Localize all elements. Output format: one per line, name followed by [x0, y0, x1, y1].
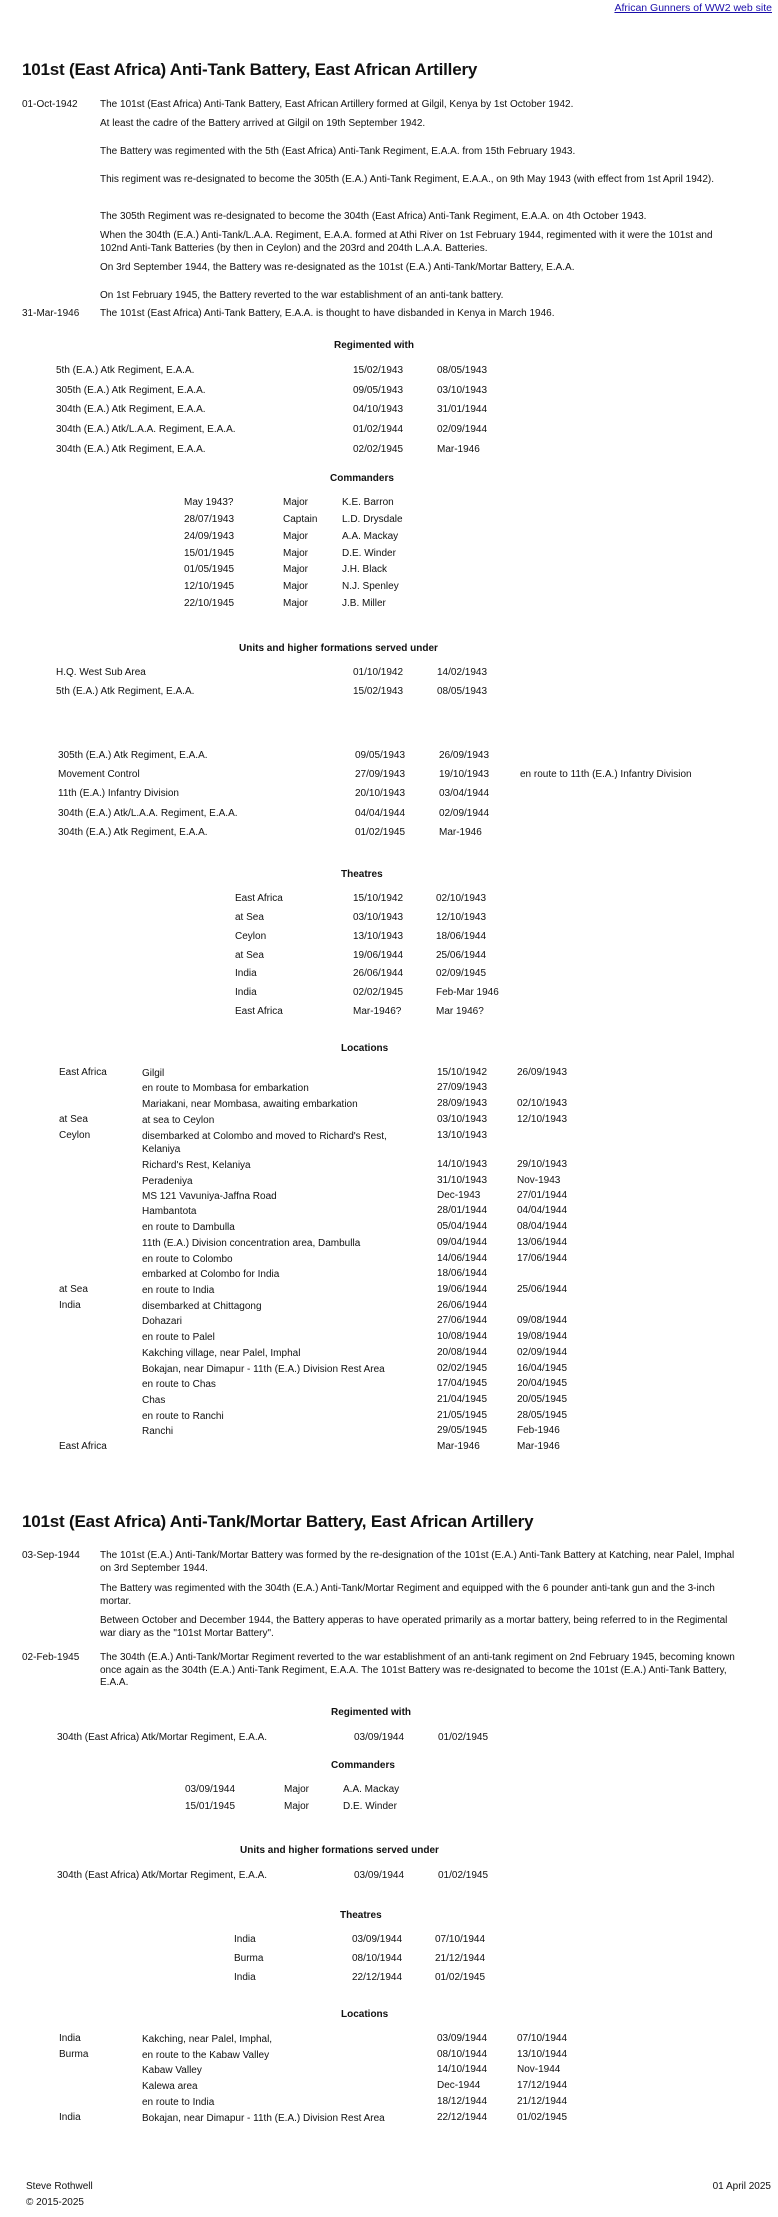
date-to: 02/10/1943 — [517, 1098, 568, 1109]
unit-name: Movement Control — [58, 769, 140, 780]
date-from: 15/10/1942 — [353, 893, 404, 904]
location-place: en route to Ranchi — [142, 1411, 224, 1422]
event-text: The 101st (East Africa) Anti-Tank Battery, E.A.A. is thought to have disbanded in Kenya in March 1946. — [100, 308, 555, 319]
date-from: 20/10/1943 — [355, 788, 406, 799]
date-from: 27/09/1943 — [437, 1082, 488, 1093]
date-from: 18/06/1944 — [437, 1268, 488, 1279]
date-to: 13/10/1944 — [517, 2049, 568, 2060]
footer-updated-date: 01 April 2025 — [712, 2181, 771, 2192]
page-title: 101st (East Africa) Anti-Tank Battery, East African Artillery — [22, 60, 478, 79]
theatre-place: Ceylon — [235, 931, 267, 942]
date-from: 05/04/1944 — [437, 1221, 488, 1232]
commander-name: D.E. Winder — [342, 548, 396, 559]
date-from: 03/10/1943 — [437, 1114, 488, 1125]
date-to: 02/09/1944 — [437, 424, 488, 435]
date-to: 07/10/1944 — [435, 1934, 486, 1945]
date-from: 21/04/1945 — [437, 1394, 488, 1405]
commander-date: 24/09/1943 — [184, 531, 235, 542]
location-place: Kakching, near Palel, Imphal, — [142, 2034, 273, 2045]
location-place: Bokajan, near Dimapur - 11th (E.A.) Division Rest Area — [142, 1364, 385, 1375]
date-to: 07/10/1944 — [517, 2033, 568, 2044]
date-to: Feb-Mar 1946 — [436, 987, 499, 998]
commander-rank: Major — [283, 548, 309, 559]
date-to: Mar-1946 — [517, 1441, 560, 1452]
unit-name: 304th (East Africa) Atk/Mortar Regiment, E.A.A. — [57, 1870, 268, 1881]
footer-author: Steve Rothwell — [26, 2181, 93, 2192]
event-text: The 304th (E.A.) Anti-Tank/Mortar Regiment reverted to the war establishment of an anti-tank regiment on 2nd February 1945, becoming known once again as the 304th (E.A.) Anti-Tank Regiment, E.A.A. The 101st Battery was re-designated to become the 101st (E.A.) Anti-Tank Battery, E.A.A. — [100, 1652, 735, 1688]
location-place: Peradeniya — [142, 1176, 193, 1187]
date-from: 28/01/1944 — [437, 1205, 488, 1216]
location-place: en route to Mombasa for embarkation — [142, 1083, 309, 1094]
commander-name: L.D. Drysdale — [342, 514, 403, 525]
date-to: 02/09/1944 — [517, 1347, 568, 1358]
locations-heading: Locations — [341, 2009, 389, 2020]
location-region: at Sea — [59, 1284, 88, 1295]
location-place: 11th (E.A.) Division concentration area, Dambulla — [142, 1238, 361, 1249]
location-place: Richard's Rest, Kelaniya — [142, 1160, 251, 1171]
commander-rank: Major — [284, 1801, 310, 1812]
date-from: 04/10/1943 — [353, 404, 404, 415]
unit-name: 304th (E.A.) Atk Regiment, E.A.A. — [56, 444, 206, 455]
location-place: Kakching village, near Palel, Imphal — [142, 1348, 301, 1359]
date-to: Mar-1946 — [437, 444, 480, 455]
location-place: en route to the Kabaw Valley — [142, 2050, 270, 2061]
date-from: 13/10/1943 — [437, 1130, 488, 1141]
date-to: 08/05/1943 — [437, 686, 488, 697]
date-to: Mar-1946 — [439, 827, 482, 838]
theatre-place: East Africa — [235, 1006, 283, 1017]
commander-rank: Major — [283, 564, 309, 575]
date-from: 02/02/1945 — [353, 987, 404, 998]
date-to: 12/10/1943 — [436, 912, 487, 923]
date-to: 21/12/1944 — [517, 2096, 568, 2107]
location-place: Bokajan, near Dimapur - 11th (E.A.) Division Rest Area — [142, 2113, 385, 2124]
date-from: 13/10/1943 — [353, 931, 404, 942]
date-to: 25/06/1944 — [517, 1284, 568, 1295]
date-from: 27/09/1943 — [355, 769, 406, 780]
date-from: 02/02/1945 — [437, 1363, 488, 1374]
date-to: 16/04/1945 — [517, 1363, 568, 1374]
location-region: East Africa — [59, 1067, 107, 1078]
date-from: Dec-1944 — [437, 2080, 481, 2091]
date-to: 01/02/1945 — [438, 1870, 489, 1881]
date-to: 19/08/1944 — [517, 1331, 568, 1342]
location-region: India — [59, 2112, 81, 2123]
unit-name: 304th (E.A.) Atk/L.A.A. Regiment, E.A.A. — [56, 424, 236, 435]
date-from: 22/12/1944 — [437, 2112, 488, 2123]
location-place: en route to Chas — [142, 1379, 216, 1390]
commander-name: J.B. Miller — [342, 598, 386, 609]
date-from: 04/04/1944 — [355, 808, 406, 819]
location-place: embarked at Colombo for India — [142, 1269, 280, 1280]
location-place: Chas — [142, 1395, 166, 1406]
location-place: Kalewa area — [142, 2081, 198, 2092]
location-region: Ceylon — [59, 1130, 91, 1141]
event-text: At least the cadre of the Battery arrived at Gilgil on 19th September 1942. — [100, 118, 426, 129]
theatres-heading: Theatres — [341, 869, 383, 880]
date-to: 17/06/1944 — [517, 1253, 568, 1264]
date-from: 14/06/1944 — [437, 1253, 488, 1264]
date-from: 31/10/1943 — [437, 1175, 488, 1186]
date-from: 21/05/1945 — [437, 1410, 488, 1421]
date-to: 09/08/1944 — [517, 1315, 568, 1326]
unit-name: 304th (E.A.) Atk Regiment, E.A.A. — [58, 827, 208, 838]
unit-name: 5th (E.A.) Atk Regiment, E.A.A. — [56, 365, 195, 376]
theatre-place: India — [235, 968, 257, 979]
commander-name: N.J. Spenley — [342, 581, 399, 592]
date-from: 03/10/1943 — [353, 912, 404, 923]
date-to: 01/02/1945 — [438, 1732, 489, 1743]
location-place: en route to Dambulla — [142, 1222, 235, 1233]
theatres-heading: Theatres — [340, 1910, 382, 1921]
theatre-place: at Sea — [235, 912, 264, 923]
event-text: The Battery was regimented with the 5th (East Africa) Anti-Tank Regiment, E.A.A. from 15th February 1943. — [100, 146, 576, 157]
event-date: 03-Sep-1944 — [22, 1550, 80, 1561]
date-from: 26/06/1944 — [353, 968, 404, 979]
site-home-link[interactable]: African Gunners of WW2 web site — [614, 2, 772, 14]
date-from: 01/02/1945 — [355, 827, 406, 838]
event-date: 01-Oct-1942 — [22, 99, 78, 110]
date-to: 25/06/1944 — [436, 950, 487, 961]
date-from: 20/08/1944 — [437, 1347, 488, 1358]
date-to: 08/04/1944 — [517, 1221, 568, 1232]
event-text: The 101st (East Africa) Anti-Tank Battery, East African Artillery formed at Gilgil, Kenya by 1st October 1942. — [100, 99, 574, 110]
date-to: Mar 1946? — [436, 1006, 484, 1017]
unit-name: H.Q. West Sub Area — [56, 667, 146, 678]
commander-date: 15/01/1945 — [184, 548, 235, 559]
date-to: 03/10/1943 — [437, 385, 488, 396]
commander-date: May 1943? — [184, 497, 234, 508]
event-text: When the 304th (E.A.) Anti-Tank/L.A.A. Regiment, E.A.A. formed at Athi River on 1st February 1944, regimented with it were the 101st and 102nd Anti-Tank Batteries (by then in Ceylon) and the 203rd and 204th L.A.A. Batteries. — [100, 230, 713, 254]
commander-date: 28/07/1943 — [184, 514, 235, 525]
commander-name: A.A. Mackay — [342, 531, 399, 542]
event-date: 02-Feb-1945 — [22, 1652, 80, 1663]
date-from: 26/06/1944 — [437, 1300, 488, 1311]
units-heading: Units and higher formations served under — [239, 643, 438, 654]
theatre-place: India — [234, 1972, 256, 1983]
date-to: 17/12/1944 — [517, 2080, 568, 2091]
date-from: 10/08/1944 — [437, 1331, 488, 1342]
unit-note: en route to 11th (E.A.) Infantry Division — [520, 769, 692, 780]
date-to: 20/05/1945 — [517, 1394, 568, 1405]
commander-date: 15/01/1945 — [185, 1801, 236, 1812]
date-to: 02/09/1945 — [436, 968, 487, 979]
date-to: 08/05/1943 — [437, 365, 488, 376]
date-from: 08/10/1944 — [352, 1953, 403, 1964]
location-place: Mariakani, near Mombasa, awaiting embarkation — [142, 1099, 358, 1110]
commander-date: 12/10/1945 — [184, 581, 235, 592]
location-place: en route to Colombo — [142, 1254, 233, 1265]
date-from: Dec-1943 — [437, 1190, 481, 1201]
event-text: On 1st February 1945, the Battery reverted to the war establishment of an anti-tank battery. — [100, 290, 504, 301]
commander-date: 03/09/1944 — [185, 1784, 236, 1795]
date-from: 22/12/1944 — [352, 1972, 403, 1983]
unit-name: 305th (E.A.) Atk Regiment, E.A.A. — [56, 385, 206, 396]
commander-date: 01/05/1945 — [184, 564, 235, 575]
commander-rank: Major — [283, 497, 309, 508]
date-from: 14/10/1943 — [437, 1159, 488, 1170]
date-to: 26/09/1943 — [439, 750, 490, 761]
commander-name: D.E. Winder — [343, 1801, 397, 1812]
event-text: This regiment was re-designated to become the 305th (E.A.) Anti-Tank Regiment, E.A.A., on 9th May 1943 (with effect from 1st April 1942). — [100, 174, 715, 185]
unit-name: 5th (E.A.) Atk Regiment, E.A.A. — [56, 686, 195, 697]
location-place: en route to Palel — [142, 1332, 215, 1343]
date-from: 03/09/1944 — [354, 1870, 405, 1881]
location-region: at Sea — [59, 1114, 88, 1125]
date-to: 03/04/1944 — [439, 788, 490, 799]
footer-copyright: © 2015-2025 — [26, 2197, 84, 2208]
event-text: The Battery was regimented with the 304th (E.A.) Anti-Tank/Mortar Regiment and equipped with the 6 pounder anti-tank gun and the 3-inch mortar. — [100, 1583, 715, 1607]
location-region: India — [59, 2033, 81, 2044]
date-from: 01/10/1942 — [353, 667, 404, 678]
event-text: The 305th Regiment was re-designated to become the 304th (East Africa) Anti-Tank Regiment, E.A.A. on 4th October 1943. — [100, 211, 647, 222]
location-place: MS 121 Vavuniya-Jaffna Road — [142, 1191, 277, 1202]
date-from: 03/09/1944 — [437, 2033, 488, 2044]
location-place: Kabaw Valley — [142, 2065, 202, 2076]
date-from: 15/02/1943 — [353, 365, 404, 376]
date-from: 19/06/1944 — [353, 950, 404, 961]
unit-name: 305th (E.A.) Atk Regiment, E.A.A. — [58, 750, 208, 761]
regimented-heading-label: Regimented with — [333, 340, 414, 351]
theatre-place: India — [234, 1934, 256, 1945]
date-to: 01/02/1945 — [435, 1972, 486, 1983]
unit-name: 11th (E.A.) Infantry Division — [58, 788, 179, 799]
date-from: 15/02/1943 — [353, 686, 404, 697]
location-place: at sea to Ceylon — [142, 1115, 215, 1126]
date-from: 19/06/1944 — [437, 1284, 488, 1295]
date-to: 18/06/1944 — [436, 931, 487, 942]
section-title: 101st (East Africa) Anti-Tank/Mortar Battery, East African Artillery — [22, 1512, 534, 1531]
date-to: 29/10/1943 — [517, 1159, 568, 1170]
date-to: 31/01/1944 — [437, 404, 488, 415]
date-to: 04/04/1944 — [517, 1205, 568, 1216]
commander-name: K.E. Barron — [342, 497, 394, 508]
regimented-heading: Regimented with — [331, 1707, 412, 1718]
theatre-place: Burma — [234, 1953, 264, 1964]
date-to: 02/09/1944 — [439, 808, 490, 819]
location-place: Dohazari — [142, 1316, 183, 1327]
commander-rank: Captain — [283, 514, 318, 525]
date-from: Mar-1946? — [353, 1006, 402, 1017]
date-from: 01/02/1944 — [353, 424, 404, 435]
date-from: 14/10/1944 — [437, 2064, 488, 2075]
date-to: 13/06/1944 — [517, 1237, 568, 1248]
date-to: 01/02/1945 — [517, 2112, 568, 2123]
date-from: 18/12/1944 — [437, 2096, 488, 2107]
date-to: Nov-1944 — [517, 2064, 561, 2075]
theatre-place: India — [235, 987, 257, 998]
date-from: Mar-1946 — [437, 1441, 480, 1452]
commander-rank: Major — [284, 1784, 310, 1795]
date-from: 15/10/1942 — [437, 1067, 488, 1078]
commander-date: 22/10/1945 — [184, 598, 235, 609]
date-to: 14/02/1943 — [437, 667, 488, 678]
date-from: 09/04/1944 — [437, 1237, 488, 1248]
event-date: 31-Mar-1946 — [22, 308, 80, 319]
date-from: 28/09/1943 — [437, 1098, 488, 1109]
units-heading: Units and higher formations served under — [240, 1845, 439, 1856]
date-from: 03/09/1944 — [354, 1732, 405, 1743]
date-from: 09/05/1943 — [353, 385, 404, 396]
date-from: 03/09/1944 — [352, 1934, 403, 1945]
location-place: disembarked at Colombo and moved to Richard's Rest, Kelaniya — [142, 1131, 387, 1155]
unit-name: 304th (E.A.) Atk Regiment, E.A.A. — [56, 404, 206, 415]
date-to: 27/01/1944 — [517, 1190, 568, 1201]
location-region: Burma — [59, 2049, 89, 2060]
theatre-place: at Sea — [235, 950, 264, 961]
event-text: Between October and December 1944, the Battery apperas to have operated primarily as a mortar battery, being referred to in the Regimental war diary as the "101st Mortar Battery". — [100, 1615, 728, 1639]
event-text: The 101st (E.A.) Anti-Tank/Mortar Battery was formed by the re-designation of the 101st (E.A.) Anti-Tank Battery at Katching, near Palel, Imphal on 3rd September 1944. — [100, 1550, 735, 1574]
location-place: en route to India — [142, 2097, 215, 2108]
commanders-heading: Commanders — [331, 1760, 395, 1771]
location-region: India — [59, 1300, 81, 1311]
commander-rank: Major — [283, 598, 309, 609]
date-to: Nov-1943 — [517, 1175, 561, 1186]
location-place: disembarked at Chittagong — [142, 1301, 262, 1312]
location-place: en route to India — [142, 1285, 215, 1296]
date-to: 21/12/1944 — [435, 1953, 486, 1964]
unit-name: 304th (E.A.) Atk/L.A.A. Regiment, E.A.A. — [58, 808, 238, 819]
regimented-heading — [0, 340, 778, 351]
date-from: 09/05/1943 — [355, 750, 406, 761]
date-to: 28/05/1945 — [517, 1410, 568, 1421]
event-text: On 3rd September 1944, the Battery was re-designated as the 101st (E.A.) Anti-Tank/Mortar Battery, E.A.A. — [100, 262, 575, 273]
location-place: Hambantota — [142, 1206, 197, 1217]
location-place: Ranchi — [142, 1426, 174, 1437]
date-to: Feb-1946 — [517, 1425, 560, 1436]
location-region: East Africa — [59, 1441, 107, 1452]
date-to: 26/09/1943 — [517, 1067, 568, 1078]
date-from: 17/04/1945 — [437, 1378, 488, 1389]
commander-name: A.A. Mackay — [343, 1784, 400, 1795]
commander-rank: Major — [283, 581, 309, 592]
date-from: 02/02/1945 — [353, 444, 404, 455]
date-from: 29/05/1945 — [437, 1425, 488, 1436]
location-place: Gilgil — [142, 1068, 165, 1079]
date-to: 12/10/1943 — [517, 1114, 568, 1125]
commanders-heading: Commanders — [330, 473, 394, 484]
commander-rank: Major — [283, 531, 309, 542]
unit-name: 304th (East Africa) Atk/Mortar Regiment, E.A.A. — [57, 1732, 268, 1743]
theatre-place: East Africa — [235, 893, 283, 904]
commander-name: J.H. Black — [342, 564, 388, 575]
date-to: 02/10/1943 — [436, 893, 487, 904]
locations-heading: Locations — [341, 1043, 389, 1054]
date-to: 20/04/1945 — [517, 1378, 568, 1389]
date-from: 08/10/1944 — [437, 2049, 488, 2060]
date-to: 19/10/1943 — [439, 769, 490, 780]
date-from: 27/06/1944 — [437, 1315, 488, 1326]
